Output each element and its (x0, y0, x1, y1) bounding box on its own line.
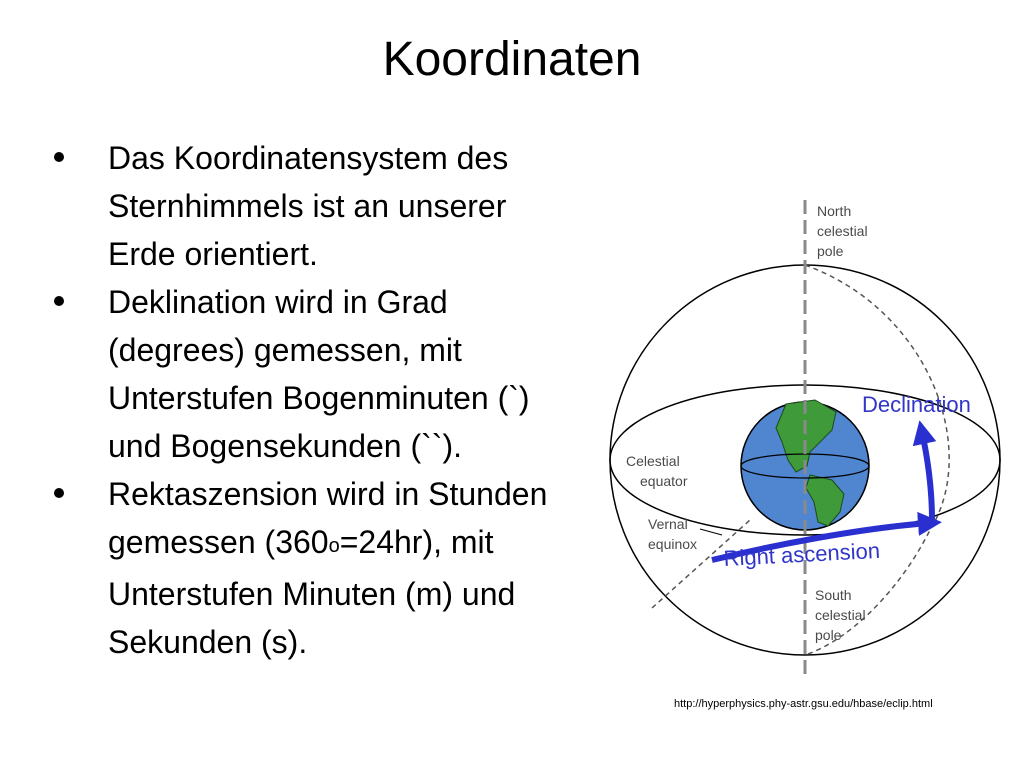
north-pole-label: North celestial pole (817, 203, 868, 259)
source-link[interactable]: http://hyperphysics.phy-astr.gsu.edu/hbase/eclip.html (674, 698, 933, 710)
bullet-marker (54, 488, 64, 498)
degree-superscript: o (328, 535, 340, 557)
bullet-text: Das Koordinatensystem des Sternhimmels ist an unserer Erde orientiert. (108, 140, 509, 272)
equinox-pointer (700, 529, 722, 535)
south-pole-label: South celestial pole (815, 587, 866, 643)
declination-arrow (922, 432, 932, 520)
celestial-sphere-diagram (600, 190, 1010, 690)
bullet-text (108, 476, 547, 660)
bullet-item (54, 278, 574, 470)
bullet-marker (54, 152, 64, 162)
bullet-list (54, 134, 574, 666)
bullet-marker (54, 296, 64, 306)
bullet-item (54, 134, 574, 278)
celestial-equator-label: Celestial equator (626, 453, 688, 489)
bullet-item (54, 470, 574, 666)
right-ascension-label: Right ascension (722, 537, 881, 571)
vernal-equinox-label: Vernal equinox (648, 516, 698, 552)
bullet-text: Deklination wird in Grad (degrees) gemessen, mit Unterstufen Bogenminuten (`) und Bogensekunden (``). (108, 284, 530, 464)
declination-label: Declination (862, 392, 971, 417)
bullet-text-part: Rektaszension wird in Stunden gemessen (360 (108, 476, 548, 560)
bullet-text-part: =24hr), mit Unterstufen Minuten (m) und Sekunden (s). (108, 524, 516, 660)
slide-title: Koordinaten (382, 33, 642, 86)
